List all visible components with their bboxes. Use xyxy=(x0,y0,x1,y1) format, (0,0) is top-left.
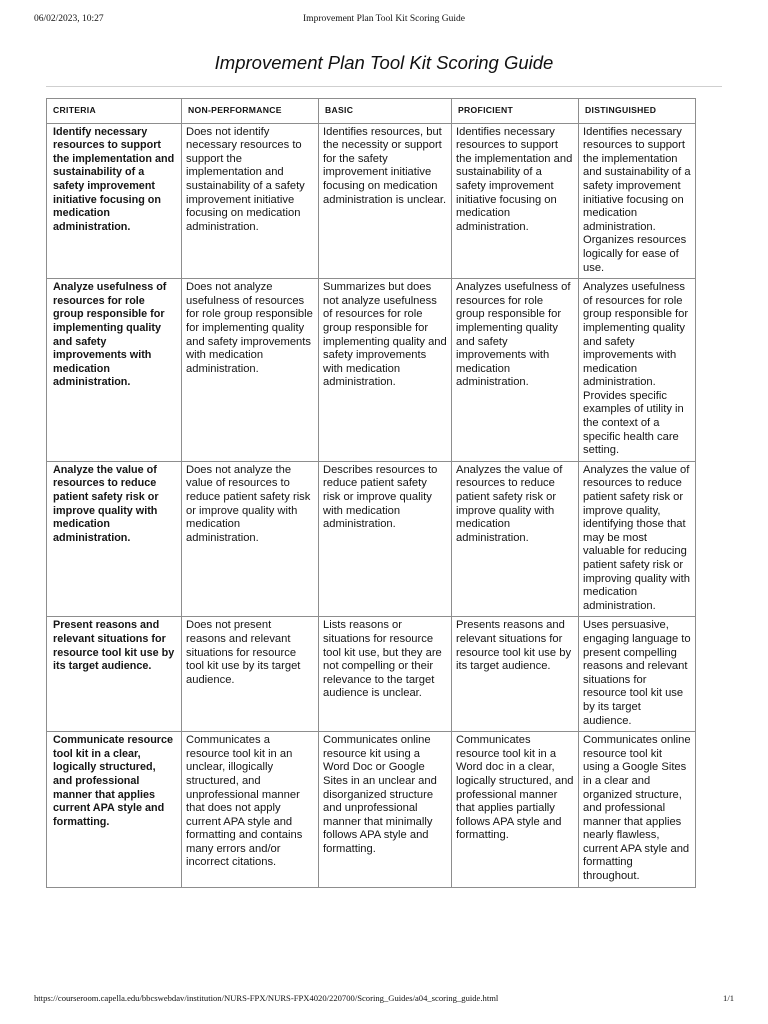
proficient-cell: Communicates resource tool kit in a Word doc in a clear, logically structured, and professional manner that applies partially follows APA style and formatting. xyxy=(452,732,579,888)
table-row xyxy=(47,461,696,617)
page-title: Improvement Plan Tool Kit Scoring Guide xyxy=(214,52,554,73)
non-performance-cell: Does not analyze usefulness of resources for role group responsible for implementing quality and safety improvements with medication administration. xyxy=(182,279,319,462)
criteria-cell: Analyze usefulness of resources for role group responsible for implementing quality and safety improvements with medication administration. xyxy=(47,279,182,462)
distinguished-cell: Analyzes usefulness of resources for role group responsible for implementing quality and safety improvements with medication administration. Provides specific examples of utility in the context of a specific health care setting. xyxy=(579,279,696,462)
distinguished-cell: Analyzes the value of resources to reduce patient safety risk or improve quality, identifying those that may be most valuable for reducing patient safety risk or improving quality with medication administration. xyxy=(579,461,696,617)
print-date: 06/02/2023, 10:27 xyxy=(34,14,104,24)
basic-cell: Identifies resources, but the necessity or support for the safety improvement initiative focusing on medication administration is unclear. xyxy=(319,123,452,279)
distinguished-cell: Communicates online resource tool kit using a Google Sites in a clear and organized structure, and professional manner that applies nearly flawless, current APA style and formatting throughout. xyxy=(579,732,696,888)
scoring-guide-table xyxy=(46,98,696,888)
proficient-cell: Analyzes usefulness of resources for role group responsible for implementing quality and safety improvements with medication administration. xyxy=(452,279,579,462)
header-basic: BASIC xyxy=(319,99,452,124)
table-row xyxy=(47,279,696,462)
table-header-row xyxy=(47,99,696,124)
criteria-cell: Present reasons and relevant situations for resource tool kit use by its target audience. xyxy=(47,617,182,732)
header-criteria: CRITERIA xyxy=(47,99,182,124)
proficient-cell: Presents reasons and relevant situations for resource tool kit use by its target audience. xyxy=(452,617,579,732)
print-footer-url: https://courseroom.capella.edu/bbcswebdav/institution/NURS-FPX/NURS-FPX4020/220700/Scoring_Guides/a04_scoring_guide.html xyxy=(34,993,499,1003)
table-row xyxy=(47,123,696,279)
non-performance-cell: Communicates a resource tool kit in an unclear, illogically structured, and unprofessional manner that does not apply current APA style and formatting and contains many errors and/or incorrect citations. xyxy=(182,732,319,888)
non-performance-cell: Does not identify necessary resources to support the implementation and sustainability of a safety improvement initiative focusing on medication administration. xyxy=(182,123,319,279)
basic-cell: Lists reasons or situations for resource tool kit use, but they are not compelling or their relevance to the target audience is unclear. xyxy=(319,617,452,732)
header-non-performance: NON-PERFORMANCE xyxy=(182,99,319,124)
basic-cell: Communicates online resource kit using a Word Doc or Google Sites in an unclear and disorganized structure and unprofessional manner that minimally follows APA style and formatting. xyxy=(319,732,452,888)
criteria-cell: Communicate resource tool kit in a clear, logically structured, and professional manner that applies current APA style and formatting. xyxy=(47,732,182,888)
header-proficient: PROFICIENT xyxy=(452,99,579,124)
distinguished-cell: Identifies necessary resources to support the implementation and sustainability of a safety improvement initiative focusing on medication administration. Organizes resources logically for ease of use. xyxy=(579,123,696,279)
basic-cell: Describes resources to reduce patient safety risk or improve quality with medication administration. xyxy=(319,461,452,617)
distinguished-cell: Uses persuasive, engaging language to present compelling reasons and relevant situations for resource tool kit use by its target audience. xyxy=(579,617,696,732)
header-distinguished: DISTINGUISHED xyxy=(579,99,696,124)
proficient-cell: Analyzes the value of resources to reduce patient safety risk or improve quality with medication administration. xyxy=(452,461,579,617)
basic-cell: Summarizes but does not analyze usefulness of resources for role group responsible for implementing quality and safety improvements with medication administration. xyxy=(319,279,452,462)
criteria-cell: Analyze the value of resources to reduce patient safety risk or improve quality with medication administration. xyxy=(47,461,182,617)
table-row xyxy=(47,732,696,888)
print-header xyxy=(34,14,734,30)
criteria-cell: Identify necessary resources to support the implementation and sustainability of a safety improvement initiative focusing on medication administration. xyxy=(47,123,182,279)
non-performance-cell: Does not analyze the value of resources to reduce patient safety risk or improve quality with medication administration. xyxy=(182,461,319,617)
proficient-cell: Identifies necessary resources to support the implementation and sustainability of a safety improvement initiative focusing on medication administration. xyxy=(452,123,579,279)
page-number: 1/1 xyxy=(723,993,734,1003)
print-header-title: Improvement Plan Tool Kit Scoring Guide xyxy=(303,14,465,24)
title-divider xyxy=(46,86,722,87)
non-performance-cell: Does not present reasons and relevant situations for resource tool kit use by its target audience. xyxy=(182,617,319,732)
table-row xyxy=(47,617,696,732)
